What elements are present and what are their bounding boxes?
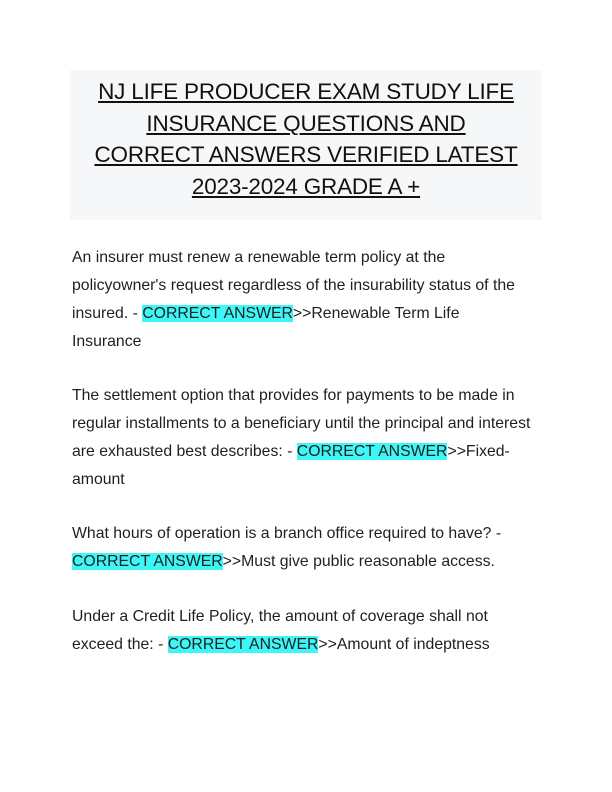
title-line-3: CORRECT ANSWERS VERIFIED LATEST xyxy=(94,142,518,167)
title-line-2: INSURANCE QUESTIONS AND xyxy=(146,110,466,136)
question-text: What hours of operation is a branch office required to have? - xyxy=(72,525,502,542)
question-text: insured. - xyxy=(72,305,143,322)
qa-line xyxy=(72,300,542,328)
qa-line xyxy=(72,328,542,356)
correct-answer-highlight: CORRECT ANSWER xyxy=(72,553,223,570)
qa-item-2 xyxy=(72,382,542,494)
question-text: exceed the: - xyxy=(72,636,168,653)
title-line-1: NJ LIFE PRODUCER EXAM STUDY LIFE xyxy=(98,79,514,104)
question-text: An insurer must renew a renewable term policy at the xyxy=(72,249,446,266)
qa-line xyxy=(72,382,542,410)
answer-text: >>Must give public reasonable access. xyxy=(222,553,495,570)
correct-answer-highlight: CORRECT ANSWER xyxy=(296,443,448,460)
question-text: are exhausted best describes: - xyxy=(72,443,297,460)
answer-text: amount xyxy=(72,471,125,488)
answer-text: Insurance xyxy=(72,333,142,350)
answer-text: >>Fixed- xyxy=(447,443,510,460)
answer-text: >>Amount of indeptness xyxy=(318,636,490,653)
qa-line xyxy=(72,520,542,548)
qa-line xyxy=(72,466,542,494)
qa-line xyxy=(72,410,542,438)
qa-line xyxy=(72,272,542,300)
question-text: Under a Credit Life Policy, the amount of coverage shall not xyxy=(72,608,488,625)
qa-item-4 xyxy=(72,603,542,659)
qa-item-1 xyxy=(72,244,542,356)
document-title-block xyxy=(70,70,542,220)
qa-line xyxy=(72,631,542,659)
correct-answer-highlight: CORRECT ANSWER xyxy=(167,636,319,653)
question-text: The settlement option that provides for payments to be made in xyxy=(72,387,515,404)
qa-item-3 xyxy=(72,520,542,576)
answer-text: >>Renewable Term Life xyxy=(292,305,460,322)
title-line-4: 2023-2024 GRADE A + xyxy=(191,173,421,199)
correct-answer-highlight: CORRECT ANSWER xyxy=(142,305,293,322)
question-text: policyowner's request regardless of the insurability status of the xyxy=(72,277,515,294)
qa-line xyxy=(72,548,542,576)
qa-line xyxy=(72,244,542,272)
question-text: regular installments to a beneficiary until the principal and interest xyxy=(72,415,531,432)
qa-line xyxy=(72,603,542,631)
qa-line xyxy=(72,438,542,466)
